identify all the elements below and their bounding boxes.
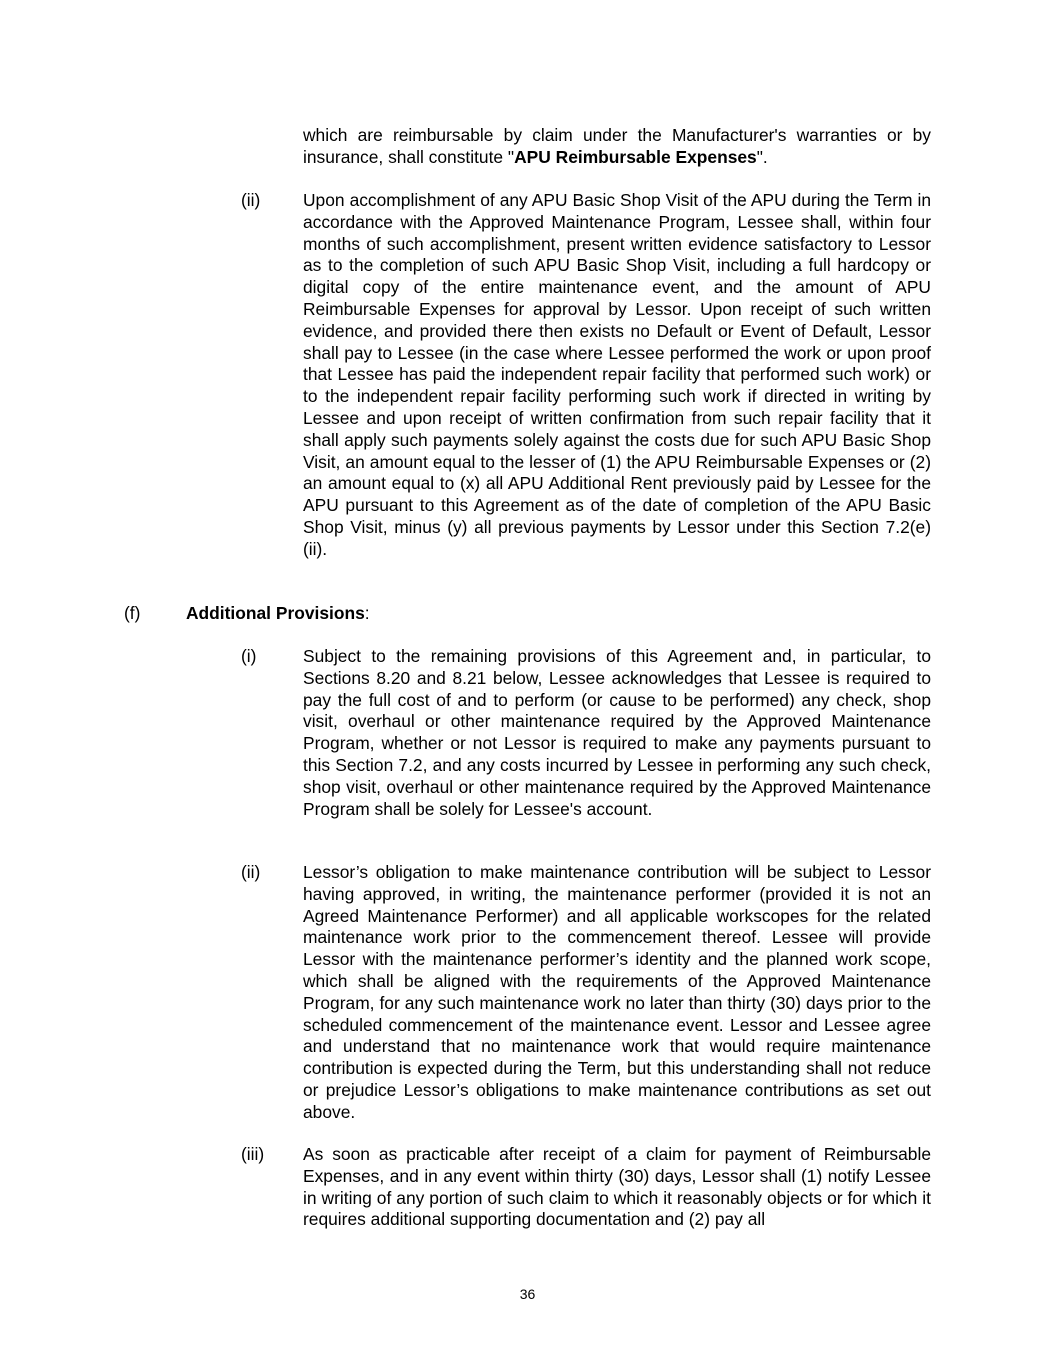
page-number: 36	[519, 1286, 536, 1302]
item-e-ii-number: (ii)	[241, 190, 261, 210]
item-f-ii-number: (ii)	[241, 862, 261, 882]
item-f-i-number: (i)	[241, 646, 257, 666]
continuation-text-before: which are reimbursable by claim under the Manufacturer's warranties or by insurance, shall constitute "	[303, 125, 931, 167]
section-f-heading	[186, 603, 370, 625]
continuation-text-after: ".	[756, 146, 768, 167]
defined-term-apu-reimbursable-expenses: APU Reimbursable Expenses	[514, 146, 757, 167]
section-f-title-suffix: :	[364, 603, 370, 623]
item-f-ii-text: Lessor’s obligation to make maintenance contribution will be subject to Lessor having approved, in writing, the maintenance performer (provided it is not an Agreed Maintenance Performer) and all applicable workscopes for the related maintenance work prior to the commencement thereof. Lessee will provide Lessor with the maintenance performer’s identity and the planned work scope, which shall be aligned with the requirements of the Approved Maintenance Program, for any such maintenance work no later than thirty (30) days prior to the scheduled commencement of the maintenance event. Lessor and Lessee agree and understand that no maintenance work that would require maintenance contribution is expected during the Term, but this understanding shall not reduce or prejudice Lessor’s obligations to make maintenance contributions as set out above.	[303, 862, 931, 1122]
continuation-paragraph	[303, 125, 931, 169]
item-e-ii-text: Upon accomplishment of any APU Basic Shop Visit of the APU during the Term in accordance with the Approved Maintenance Program, Lessee shall, within four months of such accomplishment, present written evidence satisfactory to Lessor as to the completion of such APU Basic Shop Visit, including a full hardcopy or digital copy of the entire maintenance event, and the amount of APU Reimbursable Expenses for approval by Lessor. Upon receipt of such written evidence, and provided there then exists no Default or Event of Default, Lessor shall pay to Lessee (in the case where Lessee performed the work or upon proof that Lessee has paid the independent repair facility that performed such work) or to the independent repair facility performing such work if directed in writing by Lessee and upon receipt of written confirmation from such repair facility that it shall apply such payments solely against the costs due for such APU Basic Shop Visit, an amount equal to the lesser of (1) the APU Reimbursable Expenses or (2) an amount equal to (x) all APU Additional Rent previously paid by Lessee for the APU pursuant to this Agreement as of the date of completion of the APU Basic Shop Visit, minus (y) all previous payments by Lessor under this Section 7.2(e)(ii).	[303, 190, 931, 559]
item-f-iii-number: (iii)	[241, 1144, 265, 1164]
section-f-title: Additional Provisions	[186, 603, 365, 623]
item-f-iii-text: As soon as practicable after receipt of a claim for payment of Reimbursable Expenses, and in any event within thirty (30) days, Lessor shall (1) notify Lessee in writing of any portion of such claim to which it reasonably objects or for which it requires additional supporting documentation and (2) pay all	[303, 1144, 931, 1230]
item-f-i-text: Subject to the remaining provisions of this Agreement and, in particular, to Sections 8.20 and 8.21 below, Lessee acknowledges that Lessee is required to pay the full cost of and to perform (or cause to be performed) any check, shop visit, overhaul or other maintenance required by the Approved Maintenance Program, whether or not Lessor is required to make any payments pursuant to this Section 7.2, and any costs incurred by Lessee in performing any such check, shop visit, overhaul or other maintenance required by the Approved Maintenance Program shall be solely for Lessee's account.	[303, 646, 931, 819]
section-f-number: (f)	[124, 603, 141, 623]
